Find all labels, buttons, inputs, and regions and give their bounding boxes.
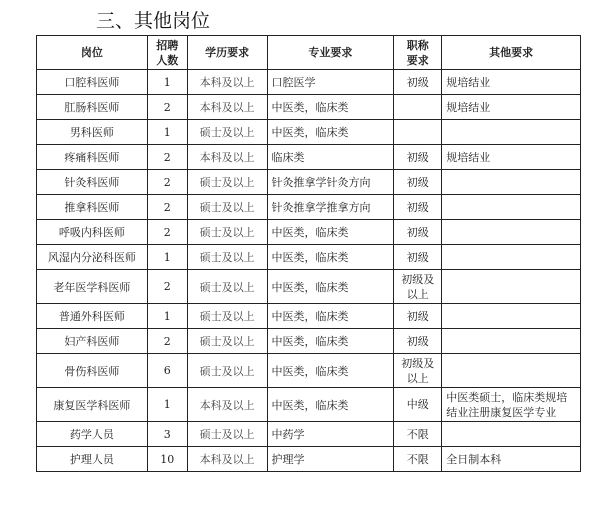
cell-position: 疼痛科医师 <box>37 145 148 170</box>
column-header <box>394 36 442 70</box>
column-header: 专业要求 <box>267 36 394 70</box>
cell-position: 针灸科医师 <box>37 170 148 195</box>
cell-title-req-text: 初级 <box>406 334 429 348</box>
cell-title-req <box>394 329 442 354</box>
cell-other: 规培结业 <box>442 95 581 120</box>
cell-count: 2 <box>147 329 187 354</box>
section-title: 三、其他岗位 <box>96 10 211 32</box>
cell-title-req-text: 初级 <box>406 75 429 89</box>
cell-other: 规培结业 <box>442 145 581 170</box>
cell-major: 中医类，临床类 <box>267 388 394 422</box>
table-row <box>37 354 581 388</box>
cell-count: 6 <box>147 354 187 388</box>
positions-table <box>36 35 581 472</box>
cell-position: 药学人员 <box>37 422 148 447</box>
cell-count: 2 <box>147 145 187 170</box>
column-header: 学历要求 <box>187 36 267 70</box>
cell-other <box>442 220 581 245</box>
cell-title-req-text: 初级 <box>406 225 429 239</box>
cell-count: 2 <box>147 270 187 304</box>
cell-title-req <box>394 170 442 195</box>
cell-position: 风湿内分泌科医师 <box>37 245 148 270</box>
table-row <box>37 304 581 329</box>
cell-count: 3 <box>147 422 187 447</box>
cell-title-req-text: 初级 <box>406 200 429 214</box>
cell-other: 全日制本科 <box>442 447 581 472</box>
cell-count: 2 <box>147 195 187 220</box>
cell-count: 2 <box>147 95 187 120</box>
cell-major: 护理学 <box>267 447 394 472</box>
cell-education: 硕士及以上 <box>187 120 267 145</box>
cell-major: 中药学 <box>267 422 394 447</box>
table-row <box>37 329 581 354</box>
table-row <box>37 220 581 245</box>
cell-count: 2 <box>147 170 187 195</box>
cell-education: 硕士及以上 <box>187 354 267 388</box>
cell-education: 硕士及以上 <box>187 270 267 304</box>
table-row <box>37 145 581 170</box>
cell-title-req-text: 中级 <box>406 398 429 411</box>
cell-title-req-text: 不限 <box>406 452 429 466</box>
cell-major: 中医类，临床类 <box>267 95 394 120</box>
cell-count: 2 <box>147 220 187 245</box>
cell-education: 本科及以上 <box>187 388 267 422</box>
cell-count: 1 <box>147 120 187 145</box>
cell-major: 中医类，临床类 <box>267 270 394 304</box>
cell-education: 硕士及以上 <box>187 195 267 220</box>
cell-major: 口腔医学 <box>267 70 394 95</box>
table-row <box>37 422 581 447</box>
cell-other <box>442 170 581 195</box>
cell-title-req <box>394 354 442 388</box>
cell-count: 1 <box>147 245 187 270</box>
table-header <box>37 36 581 70</box>
cell-count: 1 <box>147 304 187 329</box>
cell-education: 硕士及以上 <box>187 329 267 354</box>
cell-major: 临床类 <box>267 145 394 170</box>
cell-position: 推拿科医师 <box>37 195 148 220</box>
cell-title-req <box>394 70 442 95</box>
cell-education: 本科及以上 <box>187 95 267 120</box>
cell-title-req-text: 初级 <box>406 309 429 323</box>
column-header: 其他要求 <box>442 36 581 70</box>
cell-position: 肛肠科医师 <box>37 95 148 120</box>
cell-count: 1 <box>147 388 187 422</box>
cell-major: 中医类，临床类 <box>267 220 394 245</box>
cell-other: 中医类硕士，临床类规培结业注册康复医学专业 <box>442 388 581 422</box>
cell-title-req-text: 不限 <box>406 427 429 441</box>
cell-position: 呼吸内科医师 <box>37 220 148 245</box>
cell-title-req <box>394 304 442 329</box>
cell-position: 妇产科医师 <box>37 329 148 354</box>
cell-count: 10 <box>147 447 187 472</box>
column-header: 岗位 <box>37 36 148 70</box>
cell-major: 针灸推拿学针灸方向 <box>267 170 394 195</box>
cell-major: 针灸推拿学推拿方向 <box>267 195 394 220</box>
cell-title-req-text: 初级及以上 <box>401 356 435 385</box>
cell-position: 老年医学科医师 <box>37 270 148 304</box>
cell-title-req <box>394 195 442 220</box>
cell-title-req-text: 初级及以上 <box>401 272 435 301</box>
cell-education: 硕士及以上 <box>187 220 267 245</box>
cell-major: 中医类，临床类 <box>267 245 394 270</box>
cell-title-req <box>394 95 442 120</box>
cell-education: 硕士及以上 <box>187 170 267 195</box>
table-row <box>37 70 581 95</box>
table-row <box>37 120 581 145</box>
cell-title-req <box>394 245 442 270</box>
cell-title-req <box>394 120 442 145</box>
column-header-label: 招聘人数 <box>156 38 179 67</box>
table-row <box>37 245 581 270</box>
table-row <box>37 195 581 220</box>
cell-position: 护理人员 <box>37 447 148 472</box>
cell-other <box>442 329 581 354</box>
table-row <box>37 270 581 304</box>
cell-education: 硕士及以上 <box>187 245 267 270</box>
cell-education: 本科及以上 <box>187 70 267 95</box>
cell-position: 康复医学科医师 <box>37 388 148 422</box>
cell-other: 规培结业 <box>442 70 581 95</box>
cell-position: 骨伤科医师 <box>37 354 148 388</box>
cell-position: 口腔科医师 <box>37 70 148 95</box>
cell-title-req <box>394 447 442 472</box>
cell-other <box>442 120 581 145</box>
cell-position: 普通外科医师 <box>37 304 148 329</box>
cell-other <box>442 270 581 304</box>
cell-other <box>442 422 581 447</box>
cell-position: 男科医师 <box>37 120 148 145</box>
cell-count: 1 <box>147 70 187 95</box>
table-row <box>37 447 581 472</box>
cell-other <box>442 245 581 270</box>
cell-other <box>442 195 581 220</box>
cell-title-req <box>394 220 442 245</box>
cell-education: 本科及以上 <box>187 447 267 472</box>
cell-title-req-text: 初级 <box>406 250 429 264</box>
cell-major: 中医类，临床类 <box>267 354 394 388</box>
cell-major: 中医类，临床类 <box>267 120 394 145</box>
column-header-label: 职称要求 <box>406 38 429 67</box>
table-row <box>37 388 581 422</box>
cell-major: 中医类，临床类 <box>267 304 394 329</box>
table-row <box>37 95 581 120</box>
cell-title-req-text: 初级 <box>406 175 429 189</box>
cell-education: 硕士及以上 <box>187 422 267 447</box>
cell-title-req-text: 初级 <box>406 150 429 164</box>
cell-education: 本科及以上 <box>187 145 267 170</box>
cell-major: 中医类，临床类 <box>267 329 394 354</box>
cell-other <box>442 304 581 329</box>
cell-title-req <box>394 270 442 304</box>
cell-title-req <box>394 422 442 447</box>
cell-other <box>442 354 581 388</box>
cell-education: 硕士及以上 <box>187 304 267 329</box>
column-header <box>147 36 187 70</box>
table-row <box>37 170 581 195</box>
cell-title-req <box>394 145 442 170</box>
cell-title-req <box>394 388 442 422</box>
